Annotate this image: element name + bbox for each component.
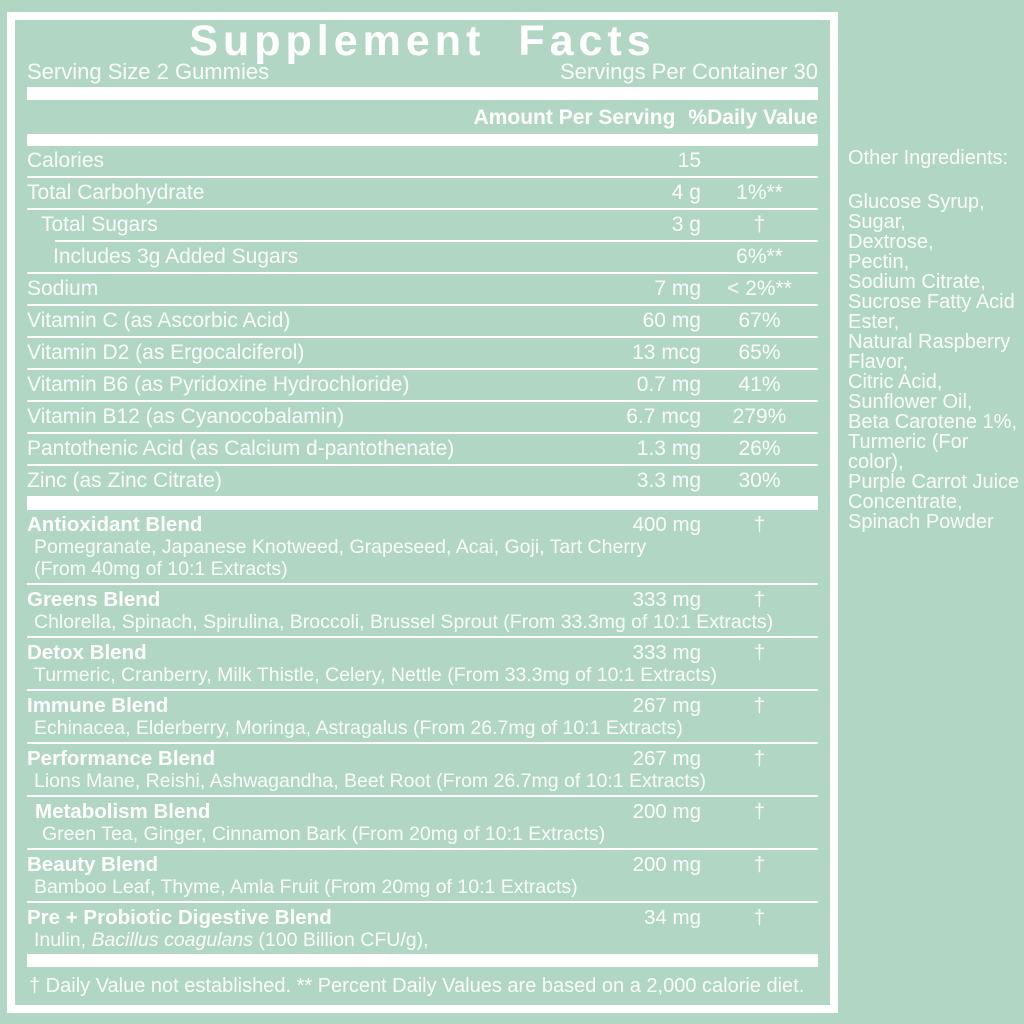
blend-beauty [27,850,818,901]
blend-ingredient-species: Bacillus coagulans [91,929,253,951]
blend-dv: † [753,588,766,611]
amount-per-serving-header: Amount Per Serving [473,106,676,129]
row-label: Zinc (as Zinc Citrate) [27,469,222,492]
blend-ingredient-text: (100 Billion CFU/g), [252,929,429,951]
other-ingredient-item: Dextrose, [848,231,934,253]
row-label: Vitamin D2 (as Ergocalciferol) [27,341,305,364]
blend-detox [27,638,818,689]
blend-ingredients: Green Tea, Ginger, Cinnamon Bark (From 20mg of 10:1 Extracts) [42,823,606,845]
row-dv: 65% [738,341,781,364]
row-dv: † [753,213,766,236]
blend-amount: 333 mg [632,588,701,611]
other-ingredients [848,148,1024,532]
other-ingredient-item: Citric Acid, [848,371,943,393]
other-ingredient-item: Spinach Powder [848,511,994,533]
nutrient-row-added-sugars [27,242,818,272]
blend-head [27,747,818,770]
nutrient-row-total-carbohydrate [27,178,818,208]
divider-bar [27,954,818,967]
blend-head [27,853,818,876]
row-amount: 3 g [671,213,701,236]
blend-dv: † [753,853,766,876]
blend-ingredients [27,929,818,951]
blend-dv: † [753,694,766,717]
divider-bar [27,496,818,510]
nutrient-row-vitamin-b6 [27,370,818,400]
other-ingredient-item: Turmeric (For color), [848,431,969,473]
other-ingredients-title: Other Ingredients: [848,147,1009,169]
row-dv: 279% [732,405,787,428]
row-amount: 1.3 mg [636,437,701,460]
blend-name: Immune Blend [27,694,169,717]
blend-name: Performance Blend [27,747,215,770]
other-ingredient-item: Natural Raspberry Flavor, [848,331,1011,373]
other-ingredient-item: Sucrose Fatty Acid Ester, [848,291,1015,333]
row-label: Vitamin C (as Ascorbic Acid) [27,309,291,332]
blend-name: Pre + Probiotic Digestive Blend [27,906,332,929]
blend-amount: 200 mg [632,800,701,823]
blend-pre-probiotic [27,903,818,954]
serving-size: Serving Size 2 Gummies [27,59,270,84]
row-dv: 30% [738,469,781,492]
blend-amount: 267 mg [632,747,701,770]
nutrient-row-vitamin-c [27,306,818,336]
blend-extract-note: (From 40mg of 10:1 Extracts) [34,558,288,580]
row-label: Calories [27,149,105,172]
blend-dv: † [753,513,766,536]
row-label: Total Sugars [41,213,158,236]
blend-dv: † [753,800,766,823]
row-amount: 15 [677,149,701,172]
blend-head [27,513,818,536]
row-amount: 60 mg [642,309,701,332]
blend-performance [27,744,818,795]
row-label: Includes 3g Added Sugars [53,245,299,268]
row-label: Sodium [27,277,99,300]
row-label: Total Carbohydrate [27,181,205,204]
blend-amount: 400 mg [632,513,701,536]
blend-dv: † [753,747,766,770]
other-ingredient-item: Glucose Syrup, [848,191,985,213]
supplement-facts-panel [7,12,838,1013]
row-dv: 67% [738,309,781,332]
nutrient-row-vitamin-b12 [27,402,818,432]
row-dv: 26% [738,437,781,460]
blend-name: Metabolism Blend [35,800,211,823]
daily-value-header: %Daily Value [688,106,818,129]
column-headers [27,105,818,131]
blend-antioxidant [27,510,818,583]
nutrient-row-vitamin-d2 [27,338,818,368]
blend-amount: 200 mg [632,853,701,876]
blend-name: Detox Blend [27,641,147,664]
blend-name: Antioxidant Blend [27,513,203,536]
blend-dv: † [753,641,766,664]
blend-head [27,906,818,929]
row-dv: 41% [738,373,781,396]
other-ingredient-item: Purple Carrot Juice Concentrate, [848,471,1020,513]
row-amount: 0.7 mg [636,373,701,396]
other-ingredient-item: Sodium Citrate, [848,271,986,293]
blend-dv: † [753,906,766,929]
other-ingredient-item: Pectin, [848,251,910,273]
blend-ingredients: Echinacea, Elderberry, Moringa, Astragalus (From 26.7mg of 10:1 Extracts) [34,717,683,739]
nutrient-row-pantothenic-acid [27,434,818,464]
row-dv: < 2%** [727,277,792,300]
panel-title: Supplement Facts [189,17,656,65]
footnote: † Daily Value not established. ** Percent Daily Values are based on a 2,000 calorie diet. [29,975,805,997]
other-ingredient-item: Sugar, [848,211,906,233]
servings-per-container: Servings Per Container 30 [559,59,818,84]
other-ingredient-item: Sunflower Oil, [848,391,973,413]
row-amount: 7 mg [654,277,701,300]
blend-ingredients: Chlorella, Spinach, Spirulina, Broccoli, Brussel Sprout (From 33.3mg of 10:1 Extracts) [34,611,774,633]
row-label: Vitamin B12 (as Cyanocobalamin) [27,405,345,428]
divider-bar [27,87,818,100]
blend-head [27,588,818,611]
serving-info-row [27,60,818,84]
blend-name: Beauty Blend [27,853,158,876]
nutrient-row-calories [27,146,818,176]
blend-amount: 333 mg [632,641,701,664]
nutrient-row-zinc [27,466,818,496]
blend-ingredients: Lions Mane, Reishi, Ashwagandha, Beet Root (From 26.7mg of 10:1 Extracts) [34,770,707,792]
blend-name: Greens Blend [27,588,161,611]
row-amount: 13 mcg [632,341,701,364]
blend-ingredients: Turmeric, Cranberry, Milk Thistle, Celery, Nettle (From 33.3mg of 10:1 Extracts) [34,664,718,686]
nutrient-row-total-sugars [27,210,818,240]
blend-greens [27,585,818,636]
blend-head [35,800,818,823]
row-amount: 3.3 mg [636,469,701,492]
blend-ingredient-text: Inulin, [34,929,92,951]
nutrient-row-sodium [27,274,818,304]
blend-ingredients: Bamboo Leaf, Thyme, Amla Fruit (From 20mg of 10:1 Extracts) [34,876,578,898]
blend-head [27,641,818,664]
row-label: Vitamin B6 (as Pyridoxine Hydrochloride) [27,373,410,396]
divider-bar [27,134,818,146]
blend-ingredients: Pomegranate, Japanese Knotweed, Grapeseed, Acai, Goji, Tart Cherry [34,536,647,558]
row-dv: 1%** [736,181,783,204]
blend-head [27,694,818,717]
blend-metabolism [27,797,818,848]
row-amount: 6.7 mcg [626,405,701,428]
blend-immune [27,691,818,742]
blend-amount: 267 mg [632,694,701,717]
other-ingredient-item: Beta Carotene 1%, [848,411,1017,433]
row-dv: 6%** [736,245,783,268]
row-label: Pantothenic Acid (as Calcium d-pantothenate) [27,437,455,460]
row-amount: 4 g [671,181,701,204]
blend-amount: 34 mg [644,906,701,929]
